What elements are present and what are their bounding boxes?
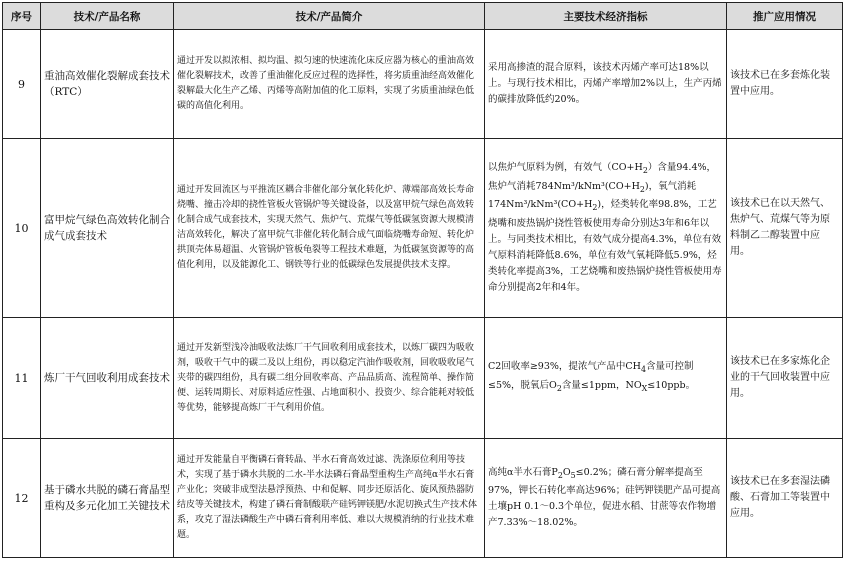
row-application: 该技术已在多家炼化企业的干气回收装置中应用。 xyxy=(727,318,843,439)
row-specs: C2回收率≥93%，提浓气产品中$CH_4$含量可控制≤5%，脱氧后$O_2$含量≤1ppm，$NO_X\le 10ppb$。 xyxy=(485,318,727,439)
row-index: 12 xyxy=(3,439,41,558)
row-tech-name: 基于磷水共脱的磷石膏晶型重构及多元化加工关键技术 xyxy=(41,439,174,558)
row-tech-name: 重油高效催化裂解成套技术（RTC） xyxy=(41,30,174,139)
technology-table xyxy=(2,2,843,558)
row-application: 该技术已在多套炼化装置中应用。 xyxy=(727,30,843,139)
table-row xyxy=(3,30,843,139)
row-intro: 通过开发能量自平衡磷石膏转晶、半水石膏高效过滤、洗涤原位利用等技术，实现了基于磷水共脱的二水-半水法磷石膏晶型重构生产高纯α半水石膏产业化；突破非成型法悬浮预热、中和促解、同步还原活化、旋风预热器防结皮等关键技术，构建了磷石膏制酸联产硅钙钾镁肥/水泥切换式生产技术体系，攻克了湿法磷酸生产中磷石膏利用率低、难以大规模消纳的行业技术难题。 xyxy=(174,439,485,558)
row-application: 该技术已在多套湿法磷酸、石膏加工等装置中应用。 xyxy=(727,439,843,558)
row-tech-name: 富甲烷气绿色高效转化制合成气成套技术 xyxy=(41,139,174,318)
header-name: 技术/产品名称 xyxy=(41,3,174,30)
header-specs: 主要技术经济指标 xyxy=(485,3,727,30)
header-index: 序号 xyxy=(3,3,41,30)
row-intro: 通过开发新型浅冷油吸收法炼厂干气回收利用成套技术，以炼厂碳四为吸收剂，吸收干气中的碳二及以上组份，再以稳定汽油作吸收剂，回收吸收尾气夹带的碳四组份，具有碳二组分回收率高、产品品质高、流程简单、操作简便、运转周期长、对原料适应性强、占地面积小、投资少、综合能耗对较低等优势，能够提高炼厂干气利用价值。 xyxy=(174,318,485,439)
row-specs: 以焦炉气原料为例，有效气$(CO+H_2)$含量94.4%，焦炉气消耗$784Nm^3/kNm^3(CO+H_2)$，氧气消耗$174Nm^3/kNm^3(CO+H_2)$，烃类转化率98.8%，工艺烧嘴和废热锅炉挠性管板使用寿命分别达3年和6年以上。与同类技术相比，有效气成分提高4.3%，单位有效气原料消耗降低8.6%，单位有效气氧耗降低5.9%，烃类转化率提高3%，工艺烧嘴和废热锅炉挠性管板使用寿命分别提高2年和4年。 xyxy=(485,139,727,318)
row-intro: 通过开发回流区与平推流区耦合非催化部分氧化转化炉、薄端部高效长寿命烧嘴、撞击冷却的挠性管板火管锅炉等关键设备，以及富甲烷气绿色高效转化制合成气成套技术，实现天然气、焦炉气、荒煤气等低碳氢资源大规模清洁高效转化，解决了富甲烷气非催化转化制合成气面临烧嘴寿命短、转化炉拱顶壳体易超温、火管锅炉管板龟裂等工程技术难题，为低碳氢资源等的高值化利用，以及能源化工、钢铁等行业的低碳绿色发展提供技术支撑。 xyxy=(174,139,485,318)
row-tech-name: 炼厂干气回收利用成套技术 xyxy=(41,318,174,439)
header-intro: 技术/产品简介 xyxy=(174,3,485,30)
row-index: 10 xyxy=(3,139,41,318)
table-row xyxy=(3,139,843,318)
header-application: 推广应用情况 xyxy=(727,3,843,30)
row-specs: 高纯α半水石膏$P_2O_5\le 0.2\%$；磷石膏分解率提高至97%，钾长石转化率高达96%；硅钙钾镁肥产品可提高土壤pH 0.1～0.3个单位，促进水稻、甘蔗等农作物增产7.33%～18.02%。 xyxy=(485,439,727,558)
row-specs: 采用高掺渣的混合原料，该技术丙烯产率可达18%以上。与现行技术相比，丙烯产率增加2%以上，生产丙烯的碳排放降低约20%。 xyxy=(485,30,727,139)
row-index: 11 xyxy=(3,318,41,439)
document-page xyxy=(2,2,842,562)
table-row xyxy=(3,439,843,558)
table-header-row xyxy=(3,3,843,30)
row-intro: 通过开发以拟浓相、拟均温、拟匀速的快速流化床反应器为核心的重油高效催化裂解技术，改善了重油催化反应过程的选择性，将劣质重油经高效催化裂解最大化生产乙烯、丙烯等高附加值的化工原料，实现了劣质重油绿色低碳的高值化利用。 xyxy=(174,30,485,139)
table-row xyxy=(3,318,843,439)
row-application: 该技术已在以天然气、焦炉气、荒煤气等为原料制乙二醇装置中应用。 xyxy=(727,139,843,318)
row-index: 9 xyxy=(3,30,41,139)
